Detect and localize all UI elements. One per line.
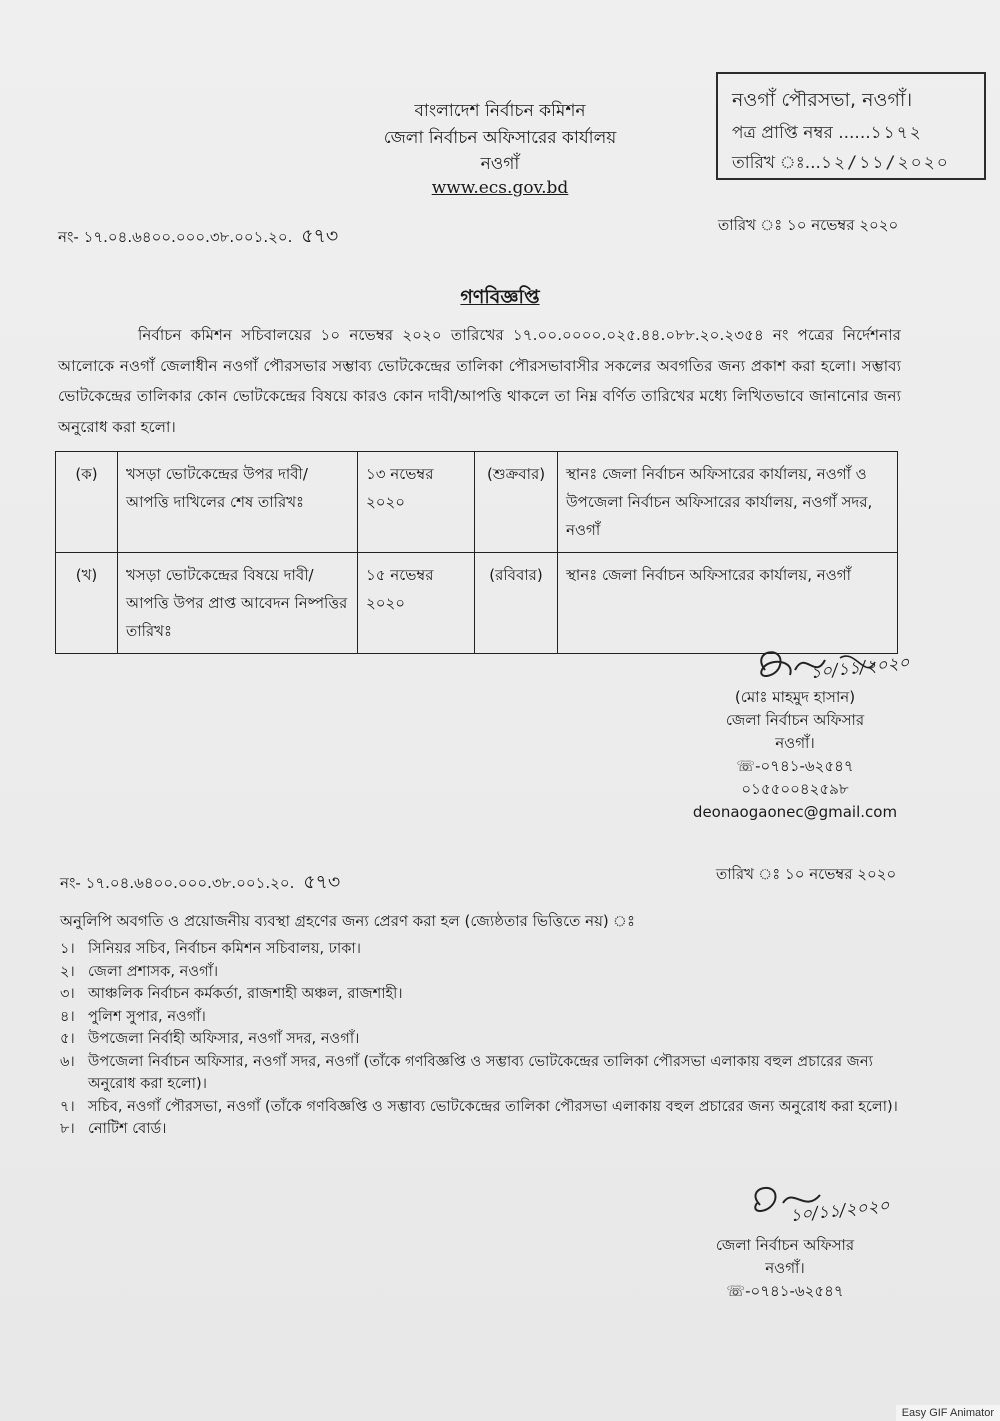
reference-number-2 — [60, 868, 340, 900]
notice-title: গণবিজ্ঞপ্তি — [460, 286, 540, 308]
schedule-place: স্থানঃ জেলা নির্বাচন অফিসারের কার্যালয়, নওগাঁ ও উপজেলা নির্বাচন অফিসারের কার্যালয়, নওগাঁ সদর, নওগাঁ — [558, 452, 898, 553]
signature-1-handwritten-date: ১০/১১/২০২০ — [809, 652, 911, 684]
reference-number-1-handwritten: ৫৭৩ — [301, 225, 339, 247]
receipt-stamp — [716, 72, 986, 180]
copy-intro: অনুলিপি অবগতি ও প্রয়োজনীয় ব্যবস্থা গ্রহণের জন্য প্রেরণ করা হল (জ্যেষ্ঠতার ভিত্তিতে নয়) ঃ — [60, 912, 635, 930]
stamp-receipt-label: পত্র প্রাপ্তি নম্বর ...... — [732, 123, 871, 143]
schedule-event: খসড়া ভোটকেন্দ্রের বিষয়ে দাবী/আপত্তি উপর প্রাপ্ত আবেদন নিষ্পত্তির তারিখঃ — [118, 553, 358, 654]
list-item-text: সচিব, নওগাঁ পৌরসভা, নওগাঁ (তাঁকে গণবিজ্ঞপ্তি ও সম্ভাব্য ভোটকেন্দ্রের তালিকা পৌরসভা এলাকায় বহুল প্রচারের জন্য অনুরোধ করা হলো)। — [88, 1097, 898, 1115]
list-item-number: ৬। — [60, 1052, 75, 1070]
reference-number-2-text: নং- ১৭.০৪.৬৪০০.০০০.৩৮.০০১.২০. — [60, 874, 295, 892]
stamp-receipt-value: ১১৭২ — [870, 123, 923, 143]
signatory-mobile: ০১৫৫০০৪২৫৯৮ — [741, 780, 849, 798]
schedule-event: খসড়া ভোটকেন্দ্রের উপর দাবী/আপত্তি দাখিলের শেষ তারিখঃ — [118, 452, 358, 553]
schedule-serial: (খ) — [56, 553, 118, 654]
list-item-number: ১। — [60, 940, 75, 957]
date-2: তারিখ ঃ ১০ নভেম্বর ২০২০ — [716, 865, 897, 883]
schedule-table — [55, 451, 898, 654]
schedule-date: ১৫ নভেম্বর ২০২০ — [358, 553, 475, 654]
list-item-text: উপজেলা নির্বাহী অফিসার, নওগাঁ সদর, নওগাঁ। — [88, 1030, 360, 1047]
list-item-text: নোটিশ বোর্ড। — [88, 1120, 167, 1137]
list-item — [60, 983, 910, 1006]
header-org: বাংলাদেশ নির্বাচন কমিশন — [414, 101, 586, 121]
signature-block-2 — [680, 1234, 890, 1303]
watermark-label: Easy GIF Animator — [896, 1405, 1000, 1421]
list-item — [60, 961, 910, 984]
date-1: তারিখ ঃ ১০ নভেম্বর ২০২০ — [718, 216, 899, 234]
schedule-day: (রবিবার) — [475, 553, 558, 654]
signatory-name: (মোঃ মাহমুদ হাসান) — [734, 688, 856, 706]
list-item — [60, 938, 910, 961]
stamp-date-value: ১২/১১/২০২০ — [820, 153, 950, 173]
list-item-number: ৭। — [60, 1097, 75, 1115]
signature-2-handwritten-date: ১০/১১/২০২০ — [789, 1195, 891, 1227]
list-item-text: সিনিয়র সচিব, নির্বাচন কমিশন সচিবালয়, ঢাকা। — [88, 940, 361, 957]
list-item-number: ২। — [60, 962, 75, 980]
list-item-number: ৩। — [60, 985, 75, 1002]
signatory-designation: জেলা নির্বাচন অফিসার — [715, 1236, 855, 1254]
reference-number-1 — [58, 222, 338, 254]
signatory-phone: ☏-০৭৪১-৬২৫৪৭ — [726, 1282, 844, 1300]
list-item-number: ৮। — [60, 1120, 75, 1137]
stamp-date-label: তারিখ ঃ... — [732, 153, 821, 173]
schedule-day: (শুক্রবার) — [475, 452, 558, 553]
header-office: জেলা নির্বাচন অফিসারের কার্যালয় — [383, 128, 617, 148]
stamp-date — [732, 150, 950, 178]
list-item — [60, 1118, 910, 1141]
notice-paragraph-text: নির্বাচন কমিশন সচিবালয়ের ১০ নভেম্বর ২০২০ তারিখের ১৭.০০.০০০০.০২৫.৪৪.০৮৮.২০.২৩৫৪ নং পত্রের নির্দেশনার আলোকে নওগাঁ জেলাধীন নওগাঁ পৌরসভার সম্ভাব্য ভোটকেন্দ্রের তালিকা পৌরসভাবাসীর সকলের অবগতির জন্য প্রকাশ করা হলো। সম্ভাব্য ভোটকেন্দ্রের তালিকার কোন ভোটকেন্দ্রের বিষয়ে কারও কোন দাবী/আপত্তি থাকলে তা নিম্ন বর্ণিত তারিখের মধ্যে লিখিতভাবে জানানোর জন্য অনুরোধ করা হলো। — [58, 326, 901, 436]
reference-number-1-text: নং- ১৭.০৪.৬৪০০.০০০.৩৮.০০১.২০. — [58, 228, 293, 246]
list-item — [60, 1096, 910, 1119]
signatory-district: নওগাঁ। — [775, 734, 815, 752]
stamp-receipt-number — [732, 120, 923, 148]
list-item-text: আঞ্চলিক নির্বাচন কর্মকর্তা, রাজশাহী অঞ্চল, রাজশাহী। — [88, 985, 403, 1002]
list-item-text: পুলিশ সুপার, নওগাঁ। — [88, 1007, 206, 1025]
table-row — [56, 553, 898, 654]
schedule-serial: (ক) — [56, 452, 118, 553]
signatory-email: deonaogaonec@gmail.com — [692, 803, 898, 821]
list-item-number: ৫। — [60, 1030, 75, 1047]
header-district: নওগাঁ — [480, 154, 520, 174]
list-item — [60, 1051, 910, 1096]
list-item-number: ৪। — [60, 1007, 75, 1025]
signatory-phone: ☏-০৭৪১-৬২৫৪৭ — [736, 757, 854, 775]
notice-paragraph — [58, 320, 901, 442]
list-item — [60, 1028, 910, 1051]
stamp-office: নওগাঁ পৌরসভা, নওগাঁ। — [732, 89, 913, 111]
schedule-place: স্থানঃ জেলা নির্বাচন অফিসারের কার্যালয়, নওগাঁ — [558, 553, 898, 654]
signatory-designation: জেলা নির্বাচন অফিসার — [725, 711, 865, 729]
copy-list — [60, 938, 910, 1141]
list-item — [60, 1006, 910, 1029]
signature-block-1 — [690, 686, 900, 824]
table-row — [56, 452, 898, 553]
list-item-text: জেলা প্রশাসক, নওগাঁ। — [88, 962, 219, 980]
reference-number-2-handwritten: ৫৭৩ — [303, 871, 341, 893]
schedule-date: ১৩ নভেম্বর ২০২০ — [358, 452, 475, 553]
signatory-district: নওগাঁ। — [765, 1259, 805, 1277]
list-item-text: উপজেলা নির্বাচন অফিসার, নওগাঁ সদর, নওগাঁ (তাঁকে গণবিজ্ঞপ্তি ও সম্ভাব্য ভোটকেন্দ্রের তালিকা পৌরসভা এলাকায় বহুল প্রচারের জন্য অনুরোধ করা হলো)। — [88, 1052, 873, 1092]
header-website: www.ecs.gov.bd — [431, 178, 569, 198]
